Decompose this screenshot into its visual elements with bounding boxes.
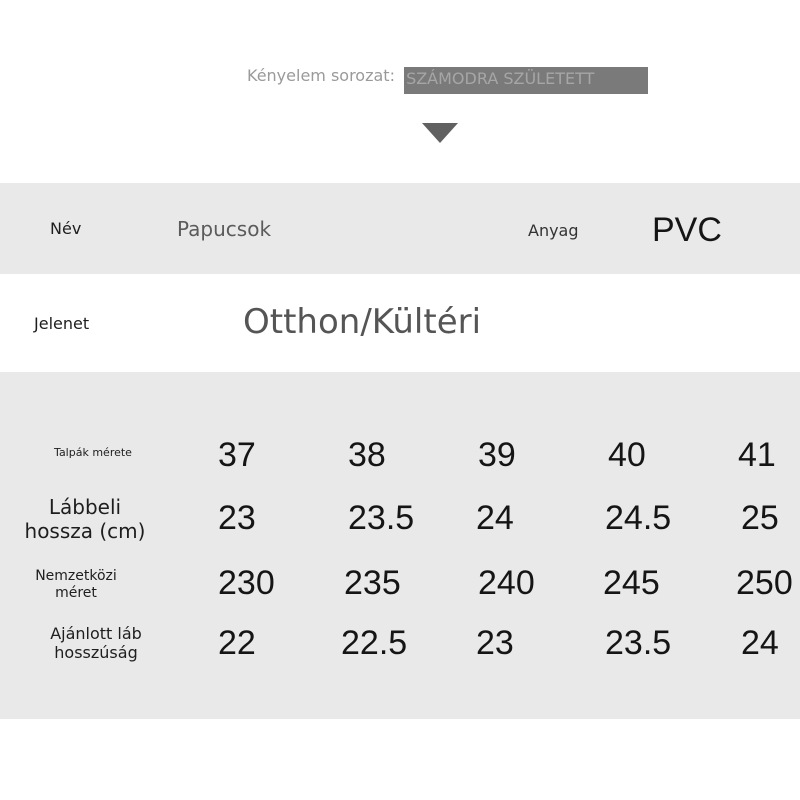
table-cell: 230 (218, 564, 275, 602)
table-cell: 250 (736, 564, 793, 602)
row-label-sole-size: Talpák mérete (54, 446, 132, 459)
table-cell: 22 (218, 624, 256, 662)
table-cell: 23 (476, 624, 514, 662)
scene-value: Otthon/Kültéri (243, 302, 482, 342)
table-cell: 23.5 (605, 624, 672, 662)
table-cell: 37 (218, 436, 256, 474)
footer-space (0, 719, 800, 800)
table-cell: 24.5 (605, 499, 672, 537)
row-label-shoe-length: Lábbeli hossza (cm) (24, 495, 146, 543)
series-title (247, 66, 644, 88)
table-cell: 38 (348, 436, 386, 474)
size-table (0, 372, 800, 719)
table-cell: 235 (344, 564, 401, 602)
table-cell: 23.5 (348, 499, 415, 537)
table-cell: 240 (478, 564, 535, 602)
table-cell: 41 (738, 436, 776, 474)
name-label: Név (50, 219, 82, 238)
series-highlight: SZÁMODRA SZÜLETETT (404, 67, 648, 94)
table-cell: 23 (218, 499, 256, 537)
table-cell: 245 (603, 564, 660, 602)
scene-label: Jelenet (34, 314, 90, 333)
down-arrow-icon (422, 123, 458, 143)
table-cell: 24 (476, 499, 514, 537)
series-prefix: Kényelem sorozat: (247, 66, 395, 85)
row-label-intl-size: Nemzetközi méret (35, 568, 117, 601)
material-value: PVC (652, 211, 722, 249)
header-area (0, 0, 800, 183)
table-cell: 24 (741, 624, 779, 662)
name-material-band (0, 183, 800, 274)
scene-band (0, 274, 800, 372)
name-value: Papucsok (177, 217, 272, 241)
row-label-recommended-foot-length: Ajánlott láb hosszúság (50, 624, 142, 663)
table-cell: 25 (741, 499, 779, 537)
table-cell: 22.5 (341, 624, 408, 662)
material-label: Anyag (528, 221, 579, 240)
table-cell: 40 (608, 436, 646, 474)
table-cell: 39 (478, 436, 516, 474)
